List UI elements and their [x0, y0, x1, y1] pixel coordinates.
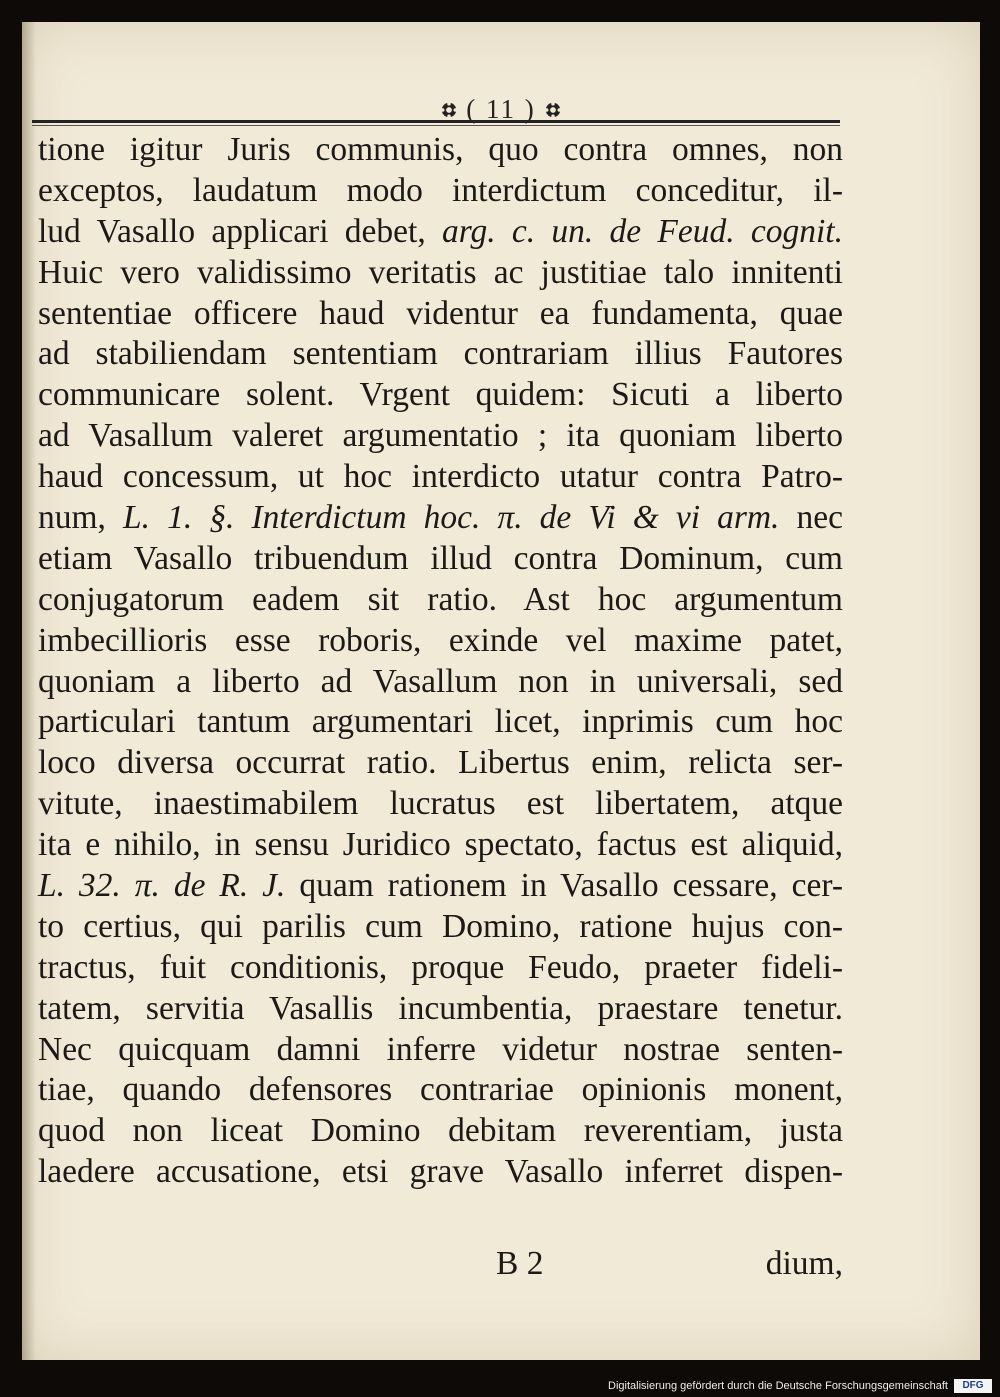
text-segment: sententiae officere haud videntur ea fundamenta, quae — [38, 294, 843, 332]
text-segment: imbecillioris esse roboris, exinde vel maxime patet, — [38, 621, 843, 659]
text-segment: particulari tantum argumentari licet, inprimis cum hoc — [38, 703, 843, 741]
text-line — [38, 1030, 843, 1071]
text-segment: quoniam a liberto ad Vasallum non in universali, sed — [38, 662, 843, 700]
text-line — [38, 907, 843, 948]
text-segment: loco diversa occurrat ratio. Libertus enim, relicta ser- — [38, 744, 843, 782]
text-line — [38, 743, 843, 784]
funding-credit: Digitalisierung gefördert durch die Deutsche Forschungsgemeinschaft — [608, 1380, 948, 1392]
text-line — [38, 212, 843, 253]
text-segment: haud concessum, ut hoc interdicto utatur contra Patro- — [38, 458, 843, 496]
text-segment: tione igitur Juris communis, quo contra omnes, non — [38, 131, 843, 168]
text-segment: quod non liceat Domino debitam reverentiam, justa — [38, 1112, 843, 1150]
text-line — [38, 621, 843, 662]
text-segment: exceptos, laudatum modo interdictum conceditur, il- — [38, 171, 843, 209]
text-segment: vitute, inaestimabilem lucratus est libertatem, atque — [38, 785, 843, 823]
text-segment: tractus, fuit conditionis, proque Feudo, praeter fideli- — [38, 948, 843, 986]
text-line — [38, 702, 843, 743]
text-segment: nec — [779, 499, 843, 537]
text-line — [38, 253, 843, 294]
text-segment: conjugatorum eadem sit ratio. Ast hoc argumentum — [38, 580, 843, 618]
flower-ornament-left-icon — [440, 101, 458, 119]
catchline — [38, 1242, 843, 1286]
text-line — [38, 294, 843, 335]
text-line — [38, 334, 843, 375]
text-line — [38, 989, 843, 1030]
dfg-logo: DFG — [954, 1379, 992, 1393]
text-segment: quam rationem in Vasallo cessare, cer- — [285, 867, 843, 905]
spine-shadow — [22, 22, 36, 1360]
text-line — [38, 375, 843, 416]
text-segment: to certius, qui parilis cum Domino, ratione hujus con- — [38, 907, 843, 945]
text-segment: ad Vasallum valeret argumentatio ; ita quoniam liberto — [38, 417, 843, 455]
text-segment: ita e nihilo, in sensu Juridico spectato, factus est aliquid, — [38, 826, 843, 864]
flower-ornament-right-icon — [544, 101, 562, 119]
text-line — [38, 171, 843, 212]
text-line — [38, 539, 843, 580]
text-line — [38, 1070, 843, 1111]
text-segment: Nec quicquam damni inferre videtur nostrae senten- — [38, 1030, 843, 1068]
page-number: ( 11 ) — [466, 94, 536, 124]
text-segment: ad stabiliendam sententiam contrariam illius Fautores — [38, 335, 843, 373]
text-line — [38, 130, 843, 171]
header-rule — [32, 120, 840, 123]
text-line — [38, 784, 843, 825]
header-rule-thin — [32, 125, 840, 126]
text-line — [38, 416, 843, 457]
signature-mark: B 2 — [496, 1245, 544, 1282]
text-segment: tatem, servitia Vasallis incumbentia, praestare tenetur. — [38, 989, 843, 1027]
text-line — [38, 580, 843, 621]
text-line — [38, 1111, 843, 1152]
text-segment: lud Vasallo applicari debet, — [38, 212, 442, 250]
catchword: dium, — [765, 1245, 843, 1282]
text-line — [38, 662, 843, 703]
book-page — [22, 22, 980, 1360]
text-segment: laedere accusatione, etsi grave Vasallo inferret dispen- — [38, 1153, 843, 1191]
text-line — [38, 457, 843, 498]
scan-footer — [0, 1362, 1000, 1397]
citation-text: L. 1. §. Interdictum hoc. π. de Vi & vi arm. — [123, 499, 780, 537]
citation-text: L. 32. π. de R. J. — [38, 867, 286, 905]
citation-text: arg. c. un. de Feud. cognit. — [441, 212, 843, 250]
text-line — [38, 1152, 843, 1193]
body-text — [38, 130, 843, 1193]
text-segment: etiam Vasallo tribuendum illud contra Dominum, cum — [38, 539, 843, 577]
text-line — [38, 948, 843, 989]
text-segment: communicare solent. Vrgent quidem: Sicuti a liberto — [38, 376, 843, 414]
text-segment: tiae, quando defensores contrariae opinionis monent, — [38, 1071, 843, 1109]
text-segment: num, — [38, 499, 124, 537]
text-line — [38, 866, 843, 907]
text-line — [38, 825, 843, 866]
text-segment: Huic vero validissimo veritatis ac justitiae talo innitenti — [38, 253, 843, 291]
text-line — [38, 498, 843, 539]
